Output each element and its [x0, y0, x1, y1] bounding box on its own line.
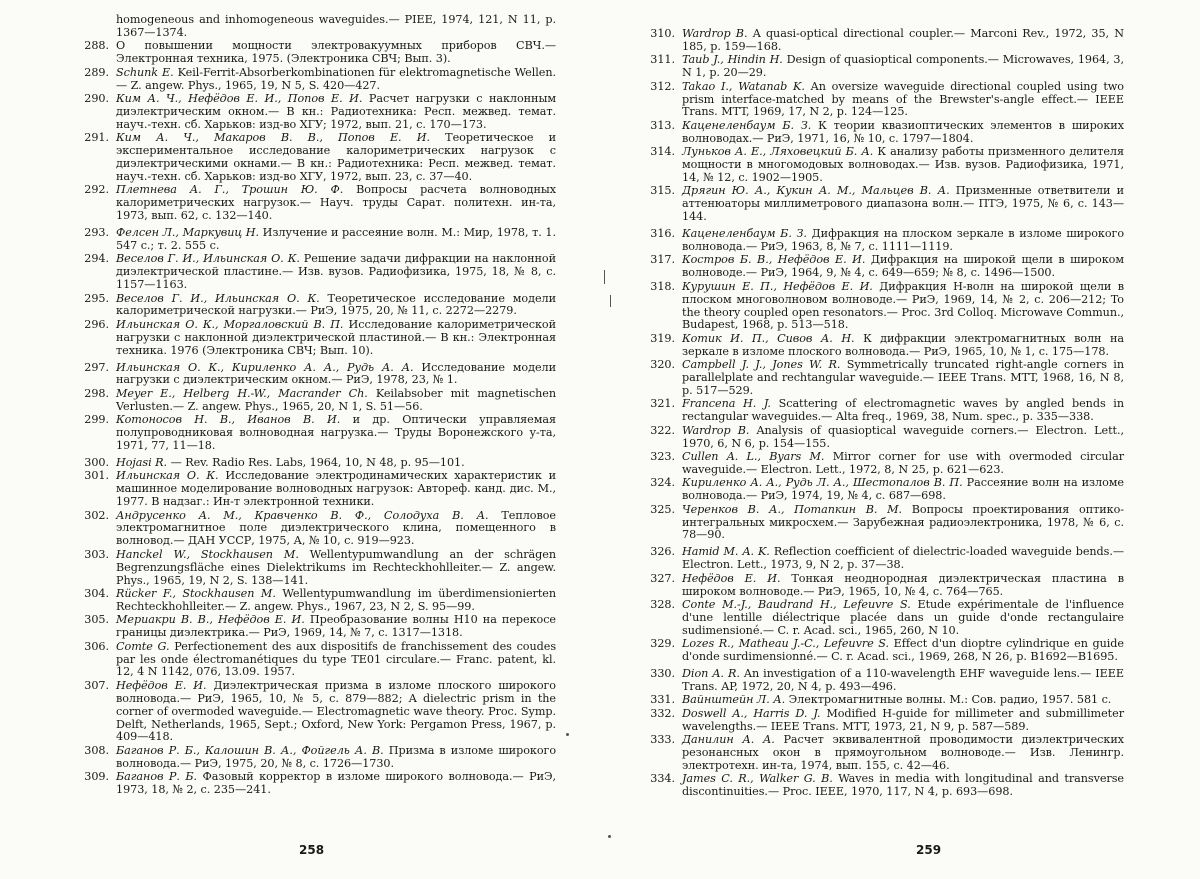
- reference-number: 307.: [84, 678, 109, 692]
- reference-author: Meyer E., Helberg H.-W., Macrander Ch.: [116, 386, 368, 400]
- reference-number: 294.: [84, 252, 109, 266]
- reference-text: Вопросы проектирования оптико-интегральных микросхем.— Зарубежная радиоэлектроника, 1978, № 6, с. 78—90.: [682, 502, 1124, 542]
- reference-text: A quasi-optical directional coupler.— Marconi Rev., 1972, 35, N 185, p. 159—168.: [682, 27, 1124, 53]
- reference-number: 297.: [84, 360, 109, 374]
- reference-author: Wardrop B.: [682, 27, 748, 40]
- reference-entry: [644, 359, 1124, 398]
- continued-reference-text: homogeneous and inhomogeneous waveguides.— PIEE, 1974, 121, N 11, p. 1367—1374.: [116, 13, 556, 39]
- reference-text: Рассеяние волн на изломе волновода.— РиЭ, 1974, 19, № 4, с. 687—698.: [682, 476, 1124, 503]
- reference-author: Ильинская О. К., Кириленко А. А., Рудь А. А.: [116, 360, 414, 374]
- reference-number: 332.: [650, 706, 675, 720]
- reference-body: [682, 28, 1124, 54]
- reference-text: Etude expérimentale de l'influence d'une lentille diélectrique placée dans un guide d'onde rectangulaire sudimensioné.— C. r. Acad. sci., 1965, 260, N 10.: [682, 597, 1124, 637]
- reference-entry: [644, 185, 1124, 224]
- reference-text: Исследование модели нагрузки с диэлектрическим окном.— РиЭ, 1978, 23, № 1.: [116, 360, 556, 387]
- reference-text: Effect d'un dioptre cylindrique en guide d'onde surdimensionné.— C. r. Acad. sci., 1969, 268, N 26, p. B1692—B1695.: [682, 637, 1124, 664]
- reference-text: Фазовый корректор в изломе широкого волновода.— РиЭ, 1973, 18, № 2, с. 235—241.: [116, 770, 557, 797]
- reference-entry: [644, 281, 1124, 333]
- continued-reference: [78, 14, 556, 40]
- reference-entry: [78, 588, 556, 614]
- reference-author: Плетнева А. Г., Трошин Ю. Ф.: [116, 183, 344, 197]
- reference-text: Wellentypumwandlung an der schrägen Begrenzungsfläche eines Dielektrikums im Rechteckhohlleiter.— Z. angew. Phys., 1965, 19, N 2, S. 138—141.: [116, 547, 556, 587]
- reference-number: 316.: [650, 227, 675, 241]
- reference-number: 301.: [84, 469, 109, 483]
- reference-body: [682, 146, 1124, 185]
- reference-body: [116, 549, 556, 588]
- reference-text: Расчет эквивалентной проводимости диэлектрических резонансных окон в прямоугольном волноводе.— Изв. Ленингр. электротехн. ин-та, 1974, вып. 155, с. 42—46.: [682, 733, 1124, 772]
- reference-author: Веселов Г. И., Ильинская О. К.: [116, 252, 300, 266]
- reference-body: [116, 40, 556, 66]
- reference-author: Hamid M. A. K.: [682, 545, 770, 559]
- reference-entry: [644, 773, 1124, 799]
- reference-number: 321.: [650, 397, 675, 411]
- reference-entry: [644, 708, 1124, 734]
- reference-number: 317.: [650, 253, 675, 267]
- reference-text: Design of quasioptical components.— Microwaves, 1964, 3, N 1, p. 20—29.: [682, 53, 1124, 80]
- reference-author: Кириленко А. А., Рудь Л. А., Шестопалов В. П.: [682, 476, 963, 490]
- reference-number: 302.: [84, 508, 109, 522]
- reference-text: Теоретическое исследование модели калориметрической нагрузки.— РиЭ, 1975, 20, № 11, с. 2272—2279.: [116, 291, 556, 318]
- reference-number: 326.: [650, 545, 675, 559]
- reference-body: [682, 638, 1124, 664]
- reference-entry: [78, 745, 556, 771]
- reference-author: Нефёдов Е. И.: [682, 571, 781, 585]
- reference-number: 323.: [650, 450, 675, 463]
- reference-number: 291.: [84, 131, 109, 145]
- reference-number: 292.: [84, 183, 109, 197]
- reference-text: Тепловое электромагнитное поле диэлектрического клина, помещенного в волновод.— ДАН УССР, 1975, А, № 10, с. 919—923.: [116, 508, 556, 548]
- reference-author: Comte G.: [116, 639, 170, 653]
- reference-text: О повышении мощности электровакуумных приборов СВЧ.— Электронная техника, 1975. (Электроника СВЧ; Вып. 3).: [116, 39, 556, 66]
- reference-entry: [78, 510, 556, 549]
- reference-text: Symmetrically truncated right-angle corners in parallelplate and rechtangular waveguide.— IEEE Trans. MTT, 1968, 16, N 8, p. 517—529.: [682, 358, 1124, 397]
- reference-body: [682, 573, 1124, 599]
- reference-entry: [644, 546, 1124, 572]
- reference-body: [682, 599, 1124, 638]
- reference-entry: [78, 293, 556, 319]
- reference-author: Котик И. П., Сивов А. Н.: [682, 331, 855, 345]
- reference-body: [116, 227, 556, 253]
- reference-body: [116, 510, 556, 549]
- reference-entry: [644, 668, 1124, 694]
- reference-text: Излучение и рассеяние волн. М.: Мир, 1978, т. 1. 547 с.; т. 2. 555 с.: [116, 226, 556, 252]
- reference-author: Черенков В. А., Потапкин В. М.: [682, 502, 902, 516]
- reference-text: Диэлектрическая призма в изломе плоского широкого волновода.— РиЭ, 1965, 10, № 5, с. 879—882; A dielectric prism in the corner of overmoded waveguide.— Electromagnetic wave theory. Proc. Symp. Delft, Netherlands, 1965, Sept.; Oxford, New York: Pergamon Press, 1967, p. 409—418.: [116, 678, 556, 744]
- reference-author: Луньков А. Е., Ляховецкий Б. А.: [682, 145, 874, 159]
- reference-entry: [644, 81, 1124, 120]
- reference-author: Francena H. J.: [682, 397, 771, 411]
- reference-entry: [644, 146, 1124, 185]
- reference-body: [682, 668, 1124, 694]
- reference-entry: [644, 254, 1124, 280]
- reference-author: Каценеленбаум Б. З.: [682, 227, 807, 241]
- reference-author: Курушин Е. П., Нефёдов Е. И.: [682, 279, 873, 293]
- reference-text: Keil-Ferrit-Absorberkombinationen für elektromagnetische Wellen.— Z. angew. Phys., 1965, 19, N 5, S. 420—427.: [116, 65, 557, 92]
- reference-author: Cullen A. L., Byars M.: [682, 450, 825, 463]
- gutter-mark: [610, 295, 611, 307]
- reference-text: Расчет нагрузки с наклонным диэлектрическим окном.— В кн.: Радиотехника: Респ. межвед. темат. науч.-техн. сб. Харьков: изд-во ХГУ; 1972, вып. 21, с. 170—173.: [116, 91, 556, 131]
- reference-author: Баганов Р. Б., Калошин В. А., Фойгель А. В.: [116, 743, 384, 757]
- reference-entry: [78, 549, 556, 588]
- reference-text: Modified H-guide for millimeter and submillimeter wavelengths.— IEEE Trans. MTT, 1973, 21, N 9, p. 587—589.: [682, 706, 1124, 733]
- reference-body: [116, 680, 556, 745]
- reference-number: 299.: [84, 413, 109, 427]
- reference-entry: [644, 425, 1124, 451]
- reference-entry: [644, 228, 1124, 254]
- reference-body: [116, 414, 556, 453]
- reference-body: [682, 359, 1124, 398]
- reference-number: 322.: [650, 423, 675, 437]
- reference-entry: [78, 641, 556, 680]
- reference-body: [682, 477, 1124, 503]
- reference-author: Taub J., Hindin H.: [682, 53, 783, 67]
- gutter-mark: [604, 270, 605, 284]
- reference-text: Тонкая неоднородная диэлектрическая пластина в широком волноводе.— РиЭ, 1965, 10, № 4, с. 764—765.: [682, 571, 1124, 598]
- reference-author: Андрусенко А. М., Кравченко В. Ф., Солодуха В. А.: [116, 508, 489, 522]
- reference-number: 333.: [650, 733, 675, 747]
- reference-entry: [78, 67, 556, 93]
- reference-number: 290.: [84, 91, 109, 105]
- reference-number: 288.: [84, 39, 109, 53]
- reference-body: [682, 708, 1124, 734]
- reference-author: Баганов Р. Б.: [116, 770, 198, 784]
- reference-entry: [78, 184, 556, 223]
- reference-text: и др. Оптически управляемая полупроводниковая волноводная нагрузка.— Труды Воронежского у-та, 1971, 77, 11—18.: [116, 413, 556, 452]
- reference-entry: [78, 40, 556, 66]
- reference-entry: [644, 398, 1124, 424]
- reference-body: [682, 254, 1124, 280]
- reference-number: 329.: [650, 637, 675, 651]
- reference-body: [682, 120, 1124, 146]
- reference-author: Веселов Г. И., Ильинская О. К.: [116, 291, 320, 305]
- reference-text: Mirror corner for use with overmoded circular waveguide.— Electron. Lett., 1972, 8, N 25, p. 621—623.: [682, 450, 1124, 476]
- reference-body: [682, 281, 1124, 333]
- reference-text: К анализу работы призменного делителя мощности в многомодовых волноводах.— Изв. вузов. Радиофизика, 1971, 14, № 12, с. 1902—1905.: [682, 145, 1124, 184]
- reference-author: Hanckel W., Stockhausen M.: [116, 547, 299, 561]
- reference-author: Schunk E.: [116, 65, 174, 79]
- reference-author: Doswell A., Harris D. J.: [682, 706, 821, 720]
- reference-entry: [644, 120, 1124, 146]
- reference-text: Дифракция на широкой щели в широком волноводе.— РиЭ, 1964, 9, № 4, с. 649—659; № 8, с. 1496—1500.: [682, 253, 1124, 280]
- left-page: [78, 0, 556, 879]
- page-number-right: 259: [916, 843, 942, 857]
- reference-text: An investigation of a 110-wavelength EHF waveguide lens.— IEEE Trans. AP, 1972, 20, N 4, p. 493—496.: [682, 667, 1124, 693]
- reference-entry: [644, 28, 1124, 54]
- reference-author: Мериакри В. В., Нефёдов Е. И.: [116, 613, 305, 627]
- reference-entry: [644, 504, 1124, 543]
- reference-body: [682, 773, 1124, 799]
- reference-body: [116, 614, 556, 640]
- reference-body: [682, 398, 1124, 424]
- reference-entry: [78, 227, 556, 253]
- reference-number: 314.: [650, 145, 675, 159]
- reference-text: Analysis of quasioptical waveguide corners.— Electron. Lett., 1970, 6, N 6, p. 154—155.: [682, 423, 1124, 450]
- reference-author: Campbell J. J., Jones W. R.: [682, 358, 841, 372]
- reference-text: Электромагнитные волны. М.: Сов. радио, 1957. 581 с.: [788, 693, 1112, 707]
- reference-number: 331.: [650, 693, 675, 707]
- reference-number: 305.: [84, 613, 109, 627]
- reference-number: 309.: [84, 770, 109, 784]
- reference-text: Решение задачи дифракции на наклонной диэлектрической пластине.— Изв. вузов. Радиофизика, 1975, 18, № 8, с. 1157—1163.: [116, 252, 556, 292]
- gutter-mark: [608, 835, 611, 838]
- reference-text: Теоретическое и экспериментальное исследование калориметрических нагрузок с диэлектрическими окнами.— В кн.: Радиотехника: Респ. межвед. темат. науч.-техн. сб. Харьков: изд-во ХГУ, 1972, вып. 23, с. 37—40.: [116, 131, 556, 183]
- reference-number: 308.: [84, 743, 109, 757]
- reference-body: [116, 253, 556, 292]
- reference-number: 318.: [650, 279, 675, 293]
- reference-body: [682, 504, 1124, 543]
- reference-number: 304.: [84, 586, 109, 600]
- reference-number: 310.: [650, 27, 675, 40]
- reference-author: Нефёдов Е. И.: [116, 678, 207, 692]
- reference-entry: [78, 319, 556, 358]
- reference-number: 311.: [650, 53, 675, 67]
- reference-text: Исследование электродинамических характеристик и машинное моделирование волноводных нагрузок: Автореф. канд. дис. М., 1977. В надзаг.: Ин-т электронной техники.: [116, 469, 557, 509]
- reference-author: Каценеленбаум Б. З.: [682, 118, 812, 132]
- reference-body: [682, 425, 1124, 451]
- reference-body: [682, 54, 1124, 80]
- reference-number: 328.: [650, 597, 675, 611]
- reference-body: [116, 745, 556, 771]
- reference-body: [682, 451, 1124, 477]
- reference-entry: [644, 694, 1124, 707]
- reference-author: Фелсен Л., Маркувиц Н.: [116, 226, 260, 239]
- reference-entry: [78, 388, 556, 414]
- reference-author: Takao I., Watanab K.: [682, 79, 805, 93]
- reference-entry: [644, 573, 1124, 599]
- reference-text: — Rev. Radio Res. Labs, 1964, 10, N 48, p. 95—101.: [170, 455, 465, 469]
- reference-body: [116, 293, 556, 319]
- reference-body: [682, 185, 1124, 224]
- reference-number: 319.: [650, 331, 675, 345]
- reference-author: Ким А. Ч., Макаров В. В., Попов Е. И.: [116, 131, 430, 145]
- reference-body: [116, 184, 556, 223]
- reference-text: Perfectionement des aux dispositifs de franchissement des coudes par les onde électromanétiques du type TE01 circulare.— Franc. patent, kl. 12, 4 N 1142, 076, 13.09. 1957.: [116, 639, 557, 679]
- reference-body: [116, 388, 556, 414]
- reference-author: Wardrop B.: [682, 423, 750, 437]
- reference-number: 293.: [84, 226, 109, 239]
- reference-body: [116, 132, 556, 184]
- reference-text: Дифракция на плоском зеркале в изломе широкого волновода.— РиЭ, 1963, 8, № 7, с. 1111—1119.: [682, 227, 1125, 253]
- reference-text: К теории квазиоптических элементов в широких волноводах.— РиЭ, 1971, 16, № 10, с. 1797—1804.: [682, 118, 1124, 145]
- reference-body: [682, 546, 1124, 572]
- reference-number: 300.: [84, 455, 109, 469]
- reference-entry: [644, 54, 1124, 80]
- reference-author: Ильинская О. К.: [116, 469, 219, 483]
- reference-number: 295.: [84, 291, 109, 305]
- reference-author: Костров Б. В., Нефёдов Е. И.: [682, 253, 866, 267]
- reference-text: Дифракция H-волн на широкой щели в плоском многоволновом волноводе.— РиЭ, 1969, 14, № 2, с. 206—212; To the theory coupled open resonators.— Proc. 3rd Colloq. Microwave Commun., Budapest, 1968, p. 513—518.: [682, 279, 1124, 332]
- reference-entry: [644, 333, 1124, 359]
- reference-author: Дрягин Ю. А., Кукин А. М., Мальцев В. А.: [682, 184, 950, 198]
- reference-body: [116, 67, 556, 93]
- reference-text: Reflection coefficient of dielectric-loaded waveguide bends.— Electron. Lett., 1973, 9, N 2, p. 37—38.: [682, 545, 1125, 572]
- reference-author: Conte M.-J., Baudrand H., Lefeuvre S.: [682, 597, 911, 611]
- reference-entry: [644, 734, 1124, 773]
- page-number-left: 258: [299, 843, 325, 857]
- reference-body: [116, 771, 556, 797]
- reference-author: Lozes R., Matheau J.-C., Lefeuvre S.: [682, 637, 890, 651]
- reference-text: An oversize waveguide directional coupled using two prism interface-matched by means of the Brewster's-angle effect.— IEEE Trans. MTT, 1969, 17, N 2, p. 124—125.: [682, 79, 1124, 119]
- reference-body: [116, 588, 556, 614]
- reference-number: 334.: [650, 772, 675, 786]
- reference-body: [116, 93, 556, 132]
- reference-number: 312.: [650, 79, 675, 93]
- reference-text: Исследование калориметрической нагрузки с наклонной диэлектрической пластиной.— В кн.: Электронная техника. 1976 (Электроника СВЧ; Вып. 10).: [116, 317, 556, 357]
- right-page: [644, 0, 1124, 879]
- reference-number: 296.: [84, 317, 109, 331]
- reference-number: 313.: [650, 118, 675, 132]
- reference-entry: [78, 132, 556, 184]
- reference-entry: [78, 414, 556, 453]
- reference-body: [682, 734, 1124, 773]
- reference-entry: [78, 362, 556, 388]
- reference-body: [116, 641, 556, 680]
- reference-number: 320.: [650, 358, 675, 372]
- reference-entry: [78, 457, 556, 470]
- reference-body: [116, 362, 556, 388]
- reference-author: Данилин А. А.: [682, 733, 775, 747]
- reference-author: Ильинская О. К., Моргаловский В. П.: [116, 317, 344, 331]
- reference-number: 289.: [84, 65, 109, 79]
- reference-text: Вопросы расчета волноводных калориметрических нагрузок.— Науч. труды Сарат. политехн. ин-та, 1973, вып. 62, с. 132—140.: [116, 183, 556, 223]
- reference-author: Hojasi R.: [116, 455, 168, 469]
- reference-text: Призменные ответвители и аттенюаторы миллиметрового диапазона волн.— ПТЭ, 1975, № 6, с. 143—144.: [682, 184, 1124, 224]
- reference-author: Rücker F., Stockhausen M.: [116, 586, 276, 600]
- reference-entry: [78, 771, 556, 797]
- reference-number: 327.: [650, 571, 675, 585]
- reference-number: 303.: [84, 547, 109, 561]
- reference-body: [682, 81, 1124, 120]
- reference-entry: [78, 253, 556, 292]
- reference-text: Преобразование волны H10 на перекосе границы диэлектрика.— РиЭ, 1969, 14, № 7, с. 1317—1318.: [116, 613, 557, 640]
- reference-author: Dion A. R.: [682, 667, 740, 680]
- reference-entry: [78, 614, 556, 640]
- reference-author: Котоносов Н. В., Иванов В. И.: [116, 413, 341, 427]
- reference-body: [682, 694, 1124, 707]
- reference-entry: [644, 451, 1124, 477]
- reference-number: 330.: [650, 667, 675, 680]
- reference-author: Вайнштейн Л. А.: [682, 693, 786, 707]
- reference-text: Keilabsober mit magnetischen Verlusten.— Z. angew. Phys., 1965, 20, N 1, S. 51—56.: [116, 386, 557, 413]
- reference-body: [116, 319, 556, 358]
- reference-entry: [644, 638, 1124, 664]
- reference-body: [116, 457, 556, 470]
- reference-number: 298.: [84, 386, 109, 400]
- reference-number: 324.: [650, 476, 675, 490]
- reference-entry: [644, 477, 1124, 503]
- reference-entry: [78, 470, 556, 509]
- reference-text: Scattering of electromagnetic waves by angled bends in rectangular waveguides.— Alta freq., 1969, 38, Num. spec., p. 335—338.: [682, 397, 1124, 424]
- reference-body: [116, 470, 556, 509]
- reference-entry: [644, 599, 1124, 638]
- reference-entry: [78, 680, 556, 745]
- reference-body: [682, 333, 1124, 359]
- reference-number: 315.: [650, 184, 675, 198]
- gutter-mark: [566, 733, 569, 736]
- reference-number: 306.: [84, 639, 109, 653]
- reference-body: [682, 228, 1124, 254]
- reference-text: Призма в изломе широкого волновода.— РиЭ, 1975, 20, № 8, с. 1726—1730.: [116, 743, 556, 770]
- reference-text: К дифракции электромагнитных волн на зеркале в изломе плоского волновода.— РиЭ, 1965, 10, № 1, с. 175—178.: [682, 331, 1124, 358]
- right-reference-list: [644, 28, 1124, 800]
- reference-text: Waves in media with longitudinal and transverse discontinuities.— Proc. IEEE, 1970, 117, N 4, p. 693—698.: [682, 772, 1124, 799]
- reference-text: Wellentypumwandlung im überdimensionierten Rechteckhohlleiter.— Z. angew. Phys., 1967, 23, N 2, S. 95—99.: [116, 586, 556, 613]
- reference-entry: [78, 93, 556, 132]
- reference-number: 325.: [650, 502, 675, 516]
- reference-author: James C. R., Walker G. B.: [682, 772, 833, 786]
- reference-author: Ким А. Ч., Нефёдов Е. И., Попов Е. И.: [116, 91, 363, 105]
- left-reference-list: [78, 14, 556, 797]
